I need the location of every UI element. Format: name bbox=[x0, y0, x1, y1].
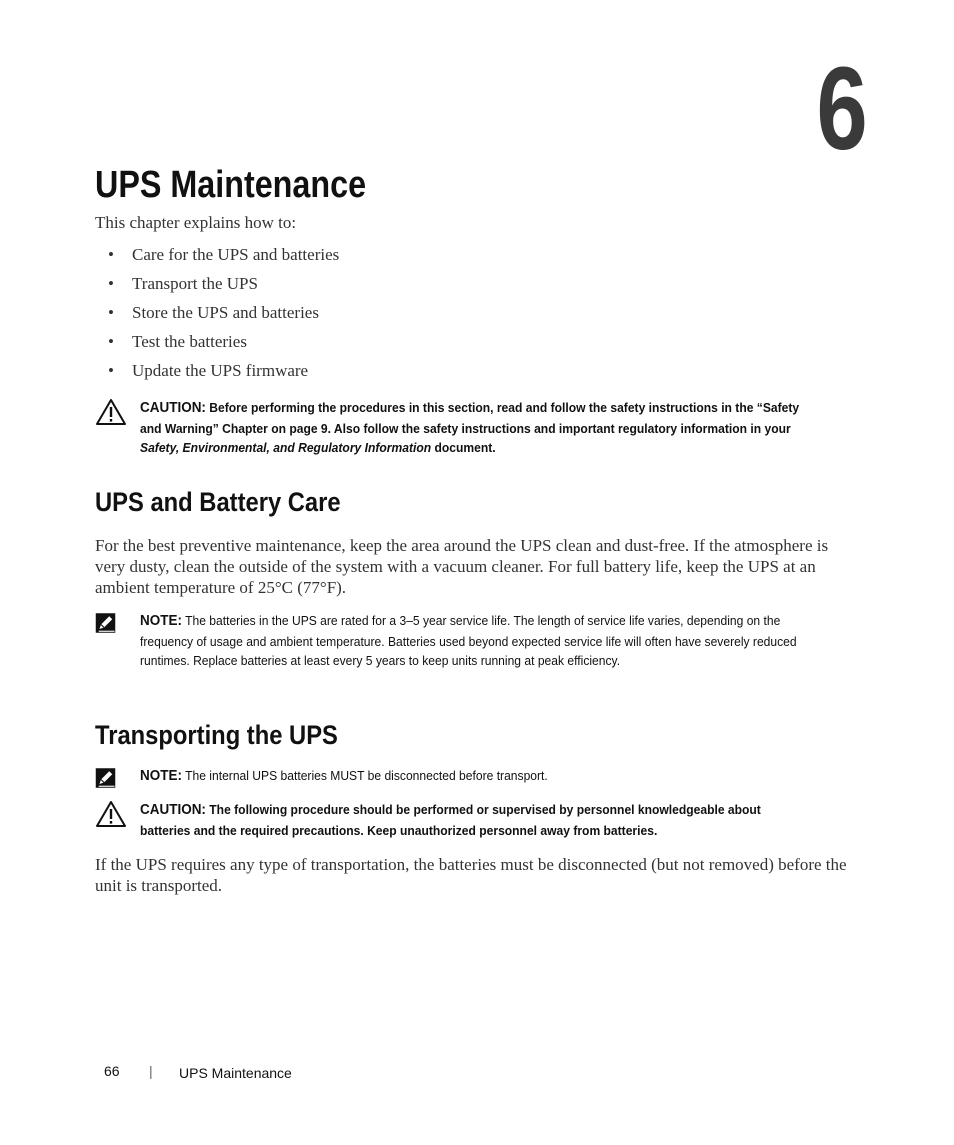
chapter-intro: This chapter explains how to: bbox=[95, 213, 297, 232]
caution-text: CAUTION: The following procedure should be performed or supervised by personnel knowledgeable about batteries and the required precautions. Keep unauthorized personnel away from batteries. bbox=[140, 802, 761, 838]
list-item: • Transport the UPS bbox=[108, 274, 258, 293]
footer-separator: | bbox=[149, 1063, 153, 1079]
note-pencil-icon bbox=[95, 611, 119, 635]
section-heading-care: UPS and Battery Care bbox=[95, 487, 341, 517]
topic-list bbox=[108, 244, 339, 389]
note-text: NOTE: The internal UPS batteries MUST be disconnected before transport. bbox=[140, 768, 548, 784]
caution-text: CAUTION: Before performing the procedures in this section, read and follow the safety instructions in the “Safety and Warning” Chapter on page 9. Also follow the safety instructions and important regulatory information in your Safety, Environmental, and Regulatory Information document. bbox=[140, 400, 800, 455]
warning-triangle-icon bbox=[95, 800, 127, 828]
warning-triangle-icon bbox=[95, 398, 127, 426]
list-item: • Update the UPS firmware bbox=[108, 361, 309, 380]
footer-title: UPS Maintenance bbox=[179, 1065, 292, 1081]
transport-paragraph: If the UPS requires any type of transportation, the batteries must be disconnected (but not removed) before the unit is transported. bbox=[95, 855, 847, 895]
list-item: • Store the UPS and batteries bbox=[108, 303, 319, 322]
list-item: • Care for the UPS and batteries bbox=[108, 245, 340, 264]
note-text: NOTE: The batteries in the UPS are rated for a 3–5 year service life. The length of service life varies, depending on the frequency of usage and ambient temperature. Batteries used beyond expected service life will often have severely reduced runtimes. Replace batteries at least every 5 years to keep units running at peak efficiency. bbox=[140, 613, 797, 668]
page-number: 66 bbox=[104, 1063, 120, 1079]
section-heading-transport: Transporting the UPS bbox=[95, 720, 338, 750]
care-paragraph: For the best preventive maintenance, keep the area around the UPS clean and dust-free. If the atmosphere is very dusty, clean the outside of the system with a vacuum cleaner. For full battery life, keep the UPS at an ambient temperature of 25°C (77°F). bbox=[95, 536, 829, 597]
chapter-number: 6 bbox=[816, 43, 868, 175]
chapter-title: UPS Maintenance bbox=[95, 164, 367, 206]
note-pencil-icon bbox=[95, 766, 119, 790]
list-item: • Test the batteries bbox=[108, 332, 247, 351]
